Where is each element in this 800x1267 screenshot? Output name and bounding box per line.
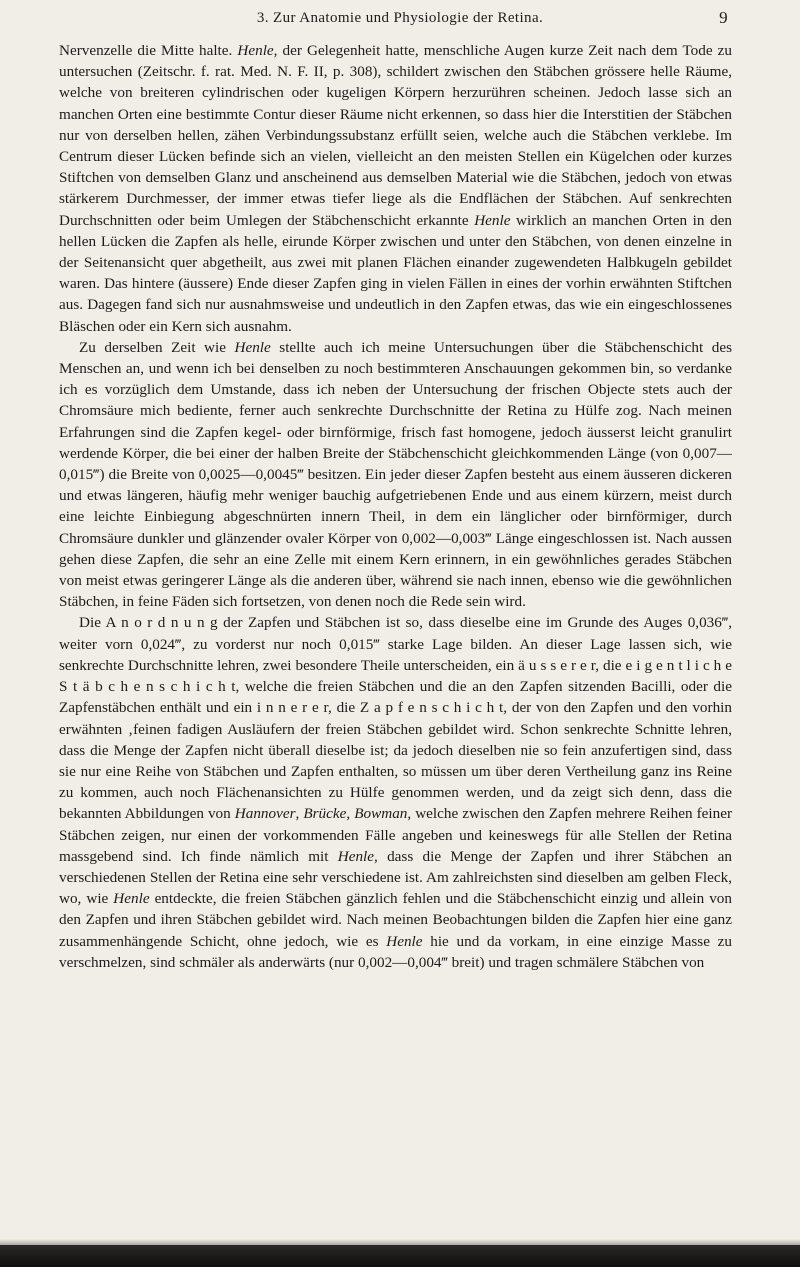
text-segment: wirklich an manchen Orten in den hellen Lücken die Zapfen als helle, eirunde Körper zwischen und unter den Stäbchen, von denen einzelne in der Seitenansicht quer abgetheilt, aus zwei mit planen Flächen einander zugewendeten Halbkugeln gebildet waren. Das hintere (äussere) Ende dieser Zapfen ging in vielen Fällen in eines der vorhin erwähnten Stiftchen aus. Dagegen fand sich nur ausnahmsweise und undeutlich in den Zapfen etwas, das wie ein eingeschlossenes Bläschen oder ein Kern sich ausnahm. — [59, 211, 732, 335]
paragraph — [59, 40, 732, 337]
paragraph — [59, 337, 732, 613]
author-name: Henle — [234, 338, 271, 356]
text-segment: , — [295, 805, 304, 823]
author-name: Henle — [113, 890, 150, 908]
text-segment: , dass die Menge der Zapfen und ihrer Stäbchen an verschiedenen Stellen der Retina eine sehr verschiedene ist. Am zahlreichsten sind dieselben am gelben Fleck, wo, wie — [59, 847, 732, 908]
paragraph — [59, 612, 732, 972]
text-segment: stellte auch ich meine Untersuchungen über die Stäbchenschicht des Menschen an, und wenn ich bei denselben zu noch bestimmteren Anschauungen gekommen bin, so verdanke ich es vorzüglich dem Umstande, dass ich neben der Untersuchung der frischen Objecte stets auch der Chromsäure mich bediente, ferner auch senkrechte Durchschnitte der Retina zu Hülfe zog. Nach meinen Erfahrungen sind die Zapfen kegel- oder birnförmige, frisch fast homogene, jedoch äusserst leicht granulirt werdende Körper, die bei einer der halben Breite der Stäbchenschicht gleichkommenden Länge (von 0,007—0,015‴) die Breite von 0,0025—0,0045‴ besitzen. Ein jeder dieser Zapfen besteht aus einem äusseren dickeren und etwas längeren, häufig mehr weniger bauchig aufgetriebenen Ende und aus einem kürzern, meist durch eine leichte Einbiegung abgeschnürten innern Theil, in dem ein länglicher oder birnförmiger, durch Chromsäure dunkler und glänzender ovaler Körper von 0,002—0,003‴ Länge eingeschlossen ist. Nach aussen gehen diese Zapfen, die sehr an eine Zelle mit einem Kern erinnern, in ein gewöhnliches gerades Stäbchen von meist etwas geringerer Länge als die anderen über, während sie nach innen, ebenso wie die gewöhnlichen Stäbchen, in feine Fäden sich fortsetzen, von denen noch die Rede sein wird. — [59, 338, 732, 611]
author-name: Hannover — [234, 805, 296, 823]
author-name: Henle — [337, 847, 375, 865]
running-title: 3. Zur Anatomie und Physiologie der Retina. — [256, 10, 544, 26]
page-number: 9 — [719, 8, 728, 27]
text-segment: hie und da vorkam, in eine einzige Masse zu verschmelzen, sind schmäler als anderwärts (nur 0,002—0,004‴ breit) und tragen schmälere Stäbchen von — [59, 932, 732, 971]
text-segment: , der Gelegenheit hatte, menschliche Augen kurze Zeit nach dem Tode zu untersuchen (Zeitschr. f. rat. Med. N. F. II, p. 308), schildert zwischen den Stäbchen grössere helle Räume, welche von breiteren cylindrischen oder kugeligen Körpern herzurühren scheinen. Jedoch lasse sich an manchen Orten eine bestimmte Contur dieser Räume nicht erkennen, so dass hier die Interstitien der Stäbchen nur von derselben hellen, zähen Verbindungssubstanz erfüllt seien, welche auch die Stäbchen verklebe. Im Centrum dieser Lücken befinde sich an vielen, vielleicht an den meisten Stellen ein Kügelchen oder kurzes Stiftchen von demselben Glanz und anscheinend aus demselben Material wie die Stäbchen, jedoch von etwas stärkerem Durchmesser, der immer etwas tiefer liege als die Endflächen der Stäbchen. Auf senkrechten Durchschnitten oder beim Umlegen der Stäbchenschicht erkannte — [59, 42, 732, 229]
author-name: Bowman — [354, 805, 408, 823]
body-text — [59, 40, 732, 973]
text-segment: , welche zwischen den Zapfen mehrere Reihen feiner Stäbchen zeigen, nur einen der vorkommenden Fälle angeben und keineswegs für alle Stellen der Retina massgebend sind. Ich finde nämlich mit — [59, 805, 733, 865]
running-header — [40, 8, 760, 32]
scan-bottom-edge — [0, 1245, 800, 1267]
author-name: Henle — [237, 42, 274, 59]
text-segment: Zu derselben Zeit wie — [79, 338, 235, 356]
text-segment: Die A n o r d n u n g der Zapfen und Stäbchen ist so, dass dieselbe eine im Grunde des Auges 0,036‴, weiter vorn 0,024‴, zu vorderst nur noch 0,015‴ starke Lage bilden. An dieser Lage lassen sich, wie senkrechte Durchschnitte lehren, zwei besondere Theile unterscheiden, ein ä u s s e r e r, die e i g e n t l i c h e S t ä b c h e n s c h i c h t, welche die freien Stäbchen und die an den Zapfen sitzenden Bacilli, oder die Zapfenstäbchen enthält und ein i n n e r e r, die Z a p f e n s c h i c h t, der von den Zapfen und den vorhin erwähnten ‚feinen fadigen Ausläufern der freien Stäbchen gebildet wird. Schon senkrechte Schnitte lehren, dass die Menge der Zapfen nicht überall dieselbe ist; da jedoch dieselben nie so fein anzufertigen sind, dass sie nur eine Reihe von Stäbchen und Zapfen enthalten, so müssen um über deren Vertheilung ganz ins Reine zu kommen, auch noch Flächenansichten zu Hülfe genommen werden, und da zeigt sich denn, dass die bekannten Abbildungen von — [59, 614, 732, 823]
author-name: Henle — [386, 932, 423, 950]
author-name: Henle — [474, 211, 511, 229]
text-segment: , — [346, 805, 355, 823]
text-segment: Nervenzelle die Mitte halte. — [59, 42, 238, 59]
author-name: Brücke — [303, 805, 347, 823]
text-segment: entdeckte, die freien Stäbchen gänzlich fehlen und die Stäbchenschicht einzig und allein von den Zapfen und ihren Stäbchen gebildet wird. Nach meinen Beobachtungen bilden die Zapfen hier eine ganz zusammenhängende Schicht, ohne jedoch, wie es — [59, 890, 732, 950]
